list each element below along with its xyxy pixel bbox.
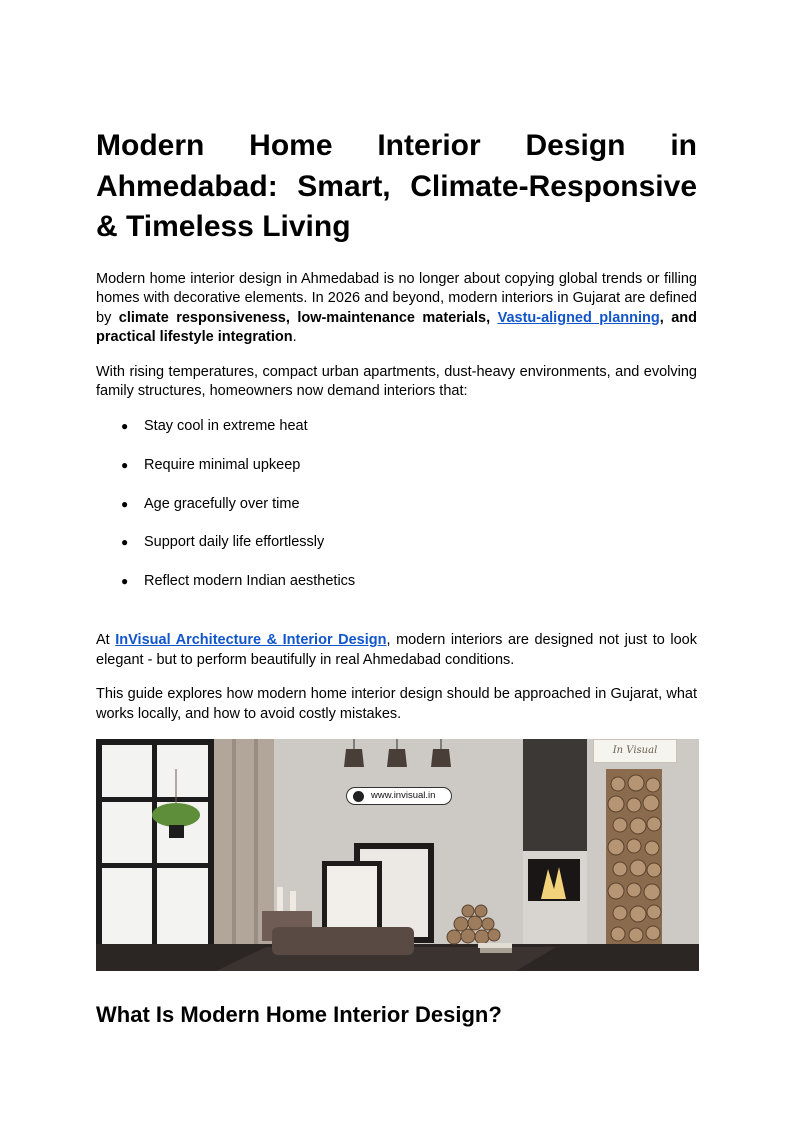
list-item-text: Stay cool in extreme heat [144, 418, 308, 435]
plant [152, 803, 200, 827]
pendant-lamp [387, 749, 407, 767]
interior-photo [96, 739, 699, 971]
pouf [272, 927, 414, 955]
article-body [96, 126, 697, 1029]
guide-paragraph: This guide explores how modern home interior design should be approached in Gujarat, what works locally, and how to avoid costly mistakes. [96, 686, 697, 722]
living-room-illustration [96, 739, 699, 971]
list-item-text: Support daily life effortlessly [144, 534, 325, 551]
list-item [96, 533, 697, 572]
globe-icon [353, 791, 364, 802]
list-item [96, 495, 697, 534]
list-item [96, 572, 697, 611]
intro-end: . [292, 329, 297, 346]
bullet-icon: ● [121, 496, 129, 511]
company-suffix: , modern interiors are designed not just to look elegant - but to perform beautifully in real Ahmedabad conditions. [96, 632, 697, 668]
bullet-icon: ● [121, 419, 129, 434]
vastu-aligned-planning-link[interactable]: Vastu-aligned planning [497, 309, 660, 326]
pendant-lamp [431, 749, 451, 767]
section-heading: What Is Modern Home Interior Design? [96, 1002, 502, 1028]
bullet-icon: ● [121, 574, 129, 589]
list-item [96, 456, 697, 495]
intro-bold-2: , and practical lifestyle integration [96, 309, 697, 346]
page-title: Modern Home Interior Design in Ahmedabad: Smart, Climate-Responsive & Timeless Living [96, 129, 697, 243]
brand-logo: In Visual [593, 739, 677, 763]
website-url: www.invisual.in [371, 790, 436, 802]
list-item [96, 417, 697, 456]
company-paragraph [96, 631, 697, 670]
intro-bold-1: climate responsiveness, low-maintenance materials, [118, 309, 498, 326]
context-paragraph: With rising temperatures, compact urban apartments, dust-heavy environments, and evolving family structures, homeowners now demand interiors that: [96, 363, 697, 400]
requirements-list [96, 417, 697, 611]
pendant-lamp [344, 749, 364, 767]
list-item-text: Age gracefully over time [144, 495, 300, 512]
list-item-text: Reflect modern Indian aesthetics [144, 573, 356, 590]
intro-text: Modern home interior design in Ahmedabad is no longer about copying global trends or filling homes with decorative elements. In 2026 and beyond, modern interiors in Gujarat are defined by [96, 270, 697, 326]
intro-paragraph [96, 270, 697, 348]
website-badge [346, 787, 452, 805]
company-prefix: At [96, 632, 116, 649]
invisual-link[interactable]: InVisual Architecture & Interior Design [115, 632, 387, 649]
list-item-text: Require minimal upkeep [144, 456, 301, 473]
bullet-icon: ● [121, 535, 129, 550]
bullet-icon: ● [121, 457, 129, 472]
